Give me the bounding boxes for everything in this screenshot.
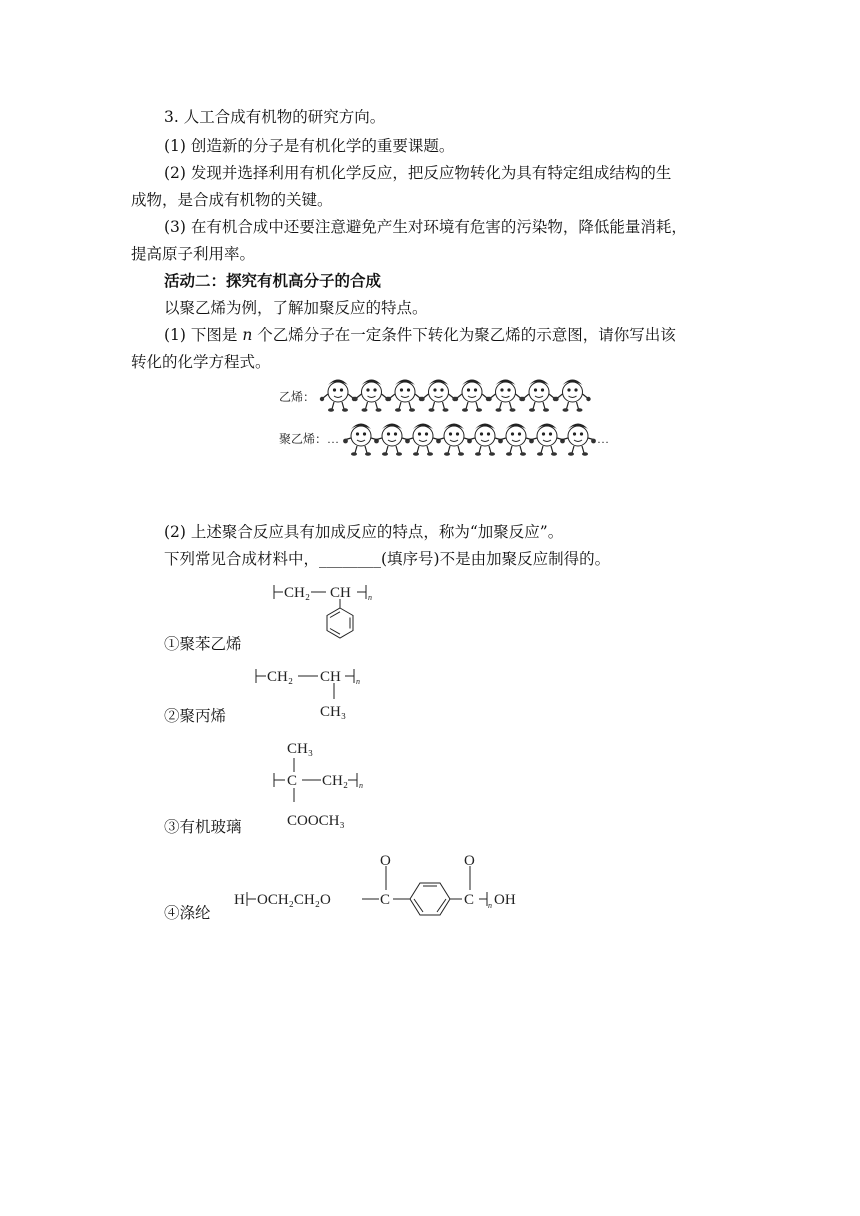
question1-n-variable: n xyxy=(242,326,253,344)
polyethylene-unit-icon xyxy=(375,424,409,456)
pet-o-top2: O xyxy=(464,853,475,869)
polyethylene-unit-icon xyxy=(344,424,378,456)
ethylene-molecule-icon xyxy=(353,380,389,412)
pet-och2ch2o: OCH₂CH₂O xyxy=(257,892,331,908)
polypropylene-ch2: CH₂ xyxy=(267,669,294,685)
polypropylene-ch3: CH₃ xyxy=(320,704,347,720)
polystyrene-label: ①聚苯乙烯 xyxy=(164,635,242,653)
polystyrene-ch2: CH₂ xyxy=(284,585,311,601)
polypropylene-label: ②聚丙烯 xyxy=(164,707,227,725)
pmma-cooch3: COOCH₃ xyxy=(287,813,345,829)
bond-joint-icon xyxy=(591,439,596,444)
ethylene-molecule-icon xyxy=(387,380,423,412)
section3-point2-line1: (2) 发现并选择利用有机化学反应，把反应物转化为具有特定组成结构的生 xyxy=(164,164,672,182)
activity2-intro: 以聚乙烯为例，了解加聚反应的特点。 xyxy=(164,299,428,317)
pmma-n: n xyxy=(359,781,363,790)
pmma-ch2: CH₂ xyxy=(322,773,349,789)
polystyrene-ch: CH xyxy=(330,585,351,601)
section3-title: 3. 人工合成有机物的研究方向。 xyxy=(164,108,386,126)
pet-o-top1: O xyxy=(380,853,391,869)
polyethylene-unit-icon xyxy=(499,424,533,456)
section3-point3-line1: (3) 在有机合成中还要注意避免产生对环境有危害的污染物，降低能量消耗， xyxy=(164,218,687,236)
pet-c2: C xyxy=(464,892,475,908)
question1-line2: 转化的化学方程式。 xyxy=(131,353,271,371)
pet-formula xyxy=(232,850,532,920)
polyethylene-unit-icon xyxy=(437,424,471,456)
pet-c1: C xyxy=(380,892,391,908)
ethylene-molecule-icon xyxy=(554,380,590,412)
polyethylene-unit-icon xyxy=(561,424,595,456)
question1-line1 xyxy=(164,325,676,345)
pet-n: n xyxy=(488,901,492,910)
polypropylene-ch: CH xyxy=(320,669,341,685)
pmma-c: C xyxy=(287,773,298,789)
pet-h: H xyxy=(234,892,245,908)
polystyrene-formula xyxy=(268,578,428,658)
pet-oh: OH xyxy=(494,892,516,908)
pmma-ch3: CH₃ xyxy=(287,741,314,757)
section3-point2-line2: 成物，是合成有机物的关键。 xyxy=(131,191,333,209)
question1-prefix: (1) 下图是 xyxy=(164,326,238,344)
polyethylene-label: 聚乙烯：… xyxy=(279,432,340,446)
pet-label: ④涤纶 xyxy=(164,904,211,922)
ethylene-molecule-icon xyxy=(521,380,557,412)
question2-line2: 下列常见合成材料中，________(填序号)不是由加聚反应制得的。 xyxy=(164,550,611,568)
ethylene-molecule-icon xyxy=(320,380,356,412)
activity2-heading: 活动二：探究有机高分子的合成 xyxy=(164,272,382,290)
ethylene-molecule-icon xyxy=(420,380,456,412)
polypropylene-formula xyxy=(250,666,410,726)
pmma-label: ③有机玻璃 xyxy=(164,818,242,836)
polyethylene-unit-icon xyxy=(468,424,502,456)
bond-joint-icon xyxy=(343,439,348,444)
polystyrene-n: n xyxy=(368,593,372,602)
polyethylene-unit-icon xyxy=(530,424,564,456)
question2-line1: (2) 上述聚合反应具有加成反应的特点，称为“加聚反应”。 xyxy=(164,523,564,541)
ethylene-polymerization-figure xyxy=(275,372,635,472)
ethylene-molecules-row xyxy=(320,380,591,412)
polyethylene-tail-ellipsis: … xyxy=(597,432,609,446)
polypropylene-n: n xyxy=(356,677,360,686)
section3-point3-line2: 提高原子利用率。 xyxy=(131,245,256,263)
polyethylene-unit-icon xyxy=(406,424,440,456)
ethylene-molecule-icon xyxy=(454,380,490,412)
polyethylene-chain-row xyxy=(343,424,596,456)
ethylene-label: 乙烯： xyxy=(279,390,316,404)
pmma-formula xyxy=(268,736,428,832)
section3-point1: (1) 创造新的分子是有机化学的重要课题。 xyxy=(164,137,455,155)
question1-suffix: 个乙烯分子在一定条件下转化为聚乙烯的示意图，请你写出该 xyxy=(257,326,676,344)
ethylene-molecule-icon xyxy=(487,380,523,412)
